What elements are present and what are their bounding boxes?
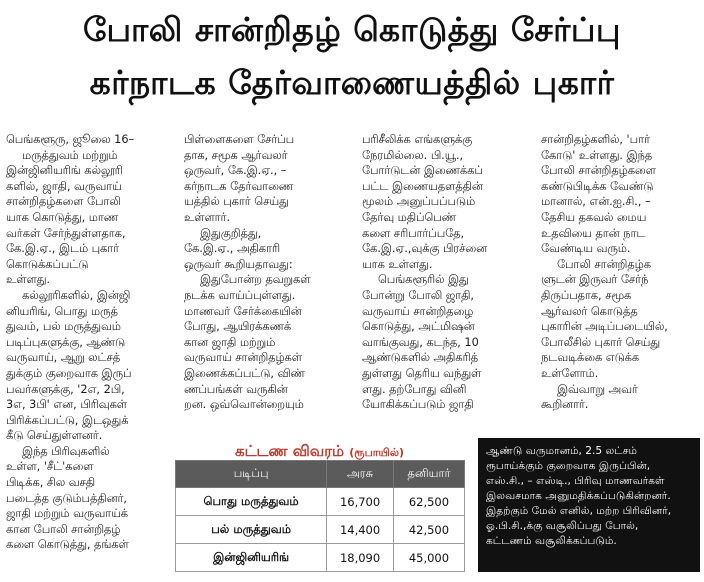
column-line: வருவாய், ஆறு லட்சத் (6, 351, 121, 365)
column-line: களை கொடுத்து, தங்கள் (6, 538, 129, 552)
govt-fee: 14,400 (327, 516, 394, 544)
column-line: கான போலி சான்றிதழ் (6, 522, 121, 536)
private-fee: 62,500 (393, 488, 464, 516)
column-line: பவர்களுக்கு, '2எ, 2பி, (6, 382, 125, 396)
column-line: தேசிய தகவல் மைய (541, 210, 647, 224)
column-line: போலி சான்றிதழ்களை (541, 164, 656, 178)
headline-line-2: கர்நாடக தேர்வாணையத்தில் புகார் (89, 63, 615, 102)
column-line: 3எ, 3பி' என, பிரிவுகள் (6, 398, 127, 412)
column-line: கோடு' உள்ளது. இந்த (541, 148, 653, 162)
column-line: உதவியை தான் நாட (541, 226, 646, 240)
column-line: பரிசீலிக்க எங்களுக்கு (362, 133, 473, 146)
column-line: வேண்டிய வரும். (541, 242, 631, 256)
column-line: பெங்களூரில் இது (378, 273, 469, 287)
private-fee: 42,500 (393, 516, 464, 544)
column-line: பிள்ளைகளை சேர்ப்ப (184, 133, 295, 146)
column-line: கல்லூரிகளில், இன்ஜி (22, 288, 131, 302)
column-line: ளது. தற்போது வினி (362, 382, 467, 396)
column-line: நடக்க வாய்ப்புள்ளது. (184, 288, 296, 302)
private-fee: 45,000 (393, 544, 464, 572)
column-line: ணப்பங்கள் வருகின் (184, 382, 288, 396)
header-course: படிப்பு (176, 461, 327, 488)
column-line: படைத்த குடும்பத்தினர், (6, 491, 128, 505)
column-line: இதுபோன்ற தவறுகள் (200, 273, 311, 287)
course-name: பல் மருத்துவம் (176, 516, 327, 544)
column-line: யாக உள்ளது. (362, 257, 433, 271)
headline-line-1: போலி சான்றிதழ் கொடுத்து சேர்ப்பு (83, 10, 621, 49)
column-line: தேர்வு மதிப்பெண் (362, 210, 457, 224)
column-line: போர்டுடன் இணைக்கப் (362, 164, 483, 178)
column-line: கொடுத்து, அட்மிஷன் (362, 320, 475, 334)
column-line: கான ஜாதி மற்றும் (184, 335, 276, 349)
column-line: யோகிக்கப்படும் ஜாதி (362, 398, 474, 412)
article-column-4 (541, 132, 699, 413)
column-line: வருவாய் சான்றிதழ்கள் (184, 351, 302, 365)
column-line: கே.இ.ஏ., இடம் புகார் (6, 242, 120, 256)
column-line: கூறினார். (541, 398, 589, 412)
column-line: உள்ளோம். (541, 366, 599, 380)
info-line: ரூபாய்க்கும் குறைவாக இருப்பின், (486, 460, 651, 472)
column-line: பெங்களூரு, ஜூலை 16– (6, 133, 135, 146)
column-line: வருவாய் சான்றிதழை (362, 304, 474, 318)
column-line: இன்ஜினியரிங் கல்லூரி (6, 164, 123, 178)
column-line: துவம், பல் மருத்துவம் (6, 320, 121, 334)
article-column-1 (6, 132, 176, 553)
column-line: களில், ஜாதி, வருவாய் (6, 179, 122, 193)
fee-table-unit: (ரூபாயில்) (349, 446, 404, 459)
column-line: இதுகுறித்து, (200, 226, 262, 240)
info-line: ஆண்டு வருமானம், 2.5 லட்சம் (486, 445, 638, 457)
column-line: ஆண்டுகளில் அதிகரித் (362, 351, 478, 365)
column-line: இணைக்கப்பட்டு, விண் (184, 366, 305, 380)
column-line: துள்ளது தெரிய வந்துள் (362, 366, 482, 380)
table-row (176, 516, 465, 544)
column-line: பிரிக்கப்பட்டு, இடஒதுக் (6, 413, 129, 427)
column-line: கண்டுபிடிக்க வேண்டு (541, 179, 654, 193)
info-line: எஸ்.சி., – எஸ்டி., பிரிவு மாணவர்கள் (486, 475, 665, 487)
info-line: இலவசமாக அனுமதிக்கப்படுகின்றனர். (486, 490, 671, 502)
column-line: இவ்வாறு அவர் (557, 382, 638, 396)
column-line: உள்ளார். (184, 210, 231, 224)
column-line: மாணவர் சேர்க்கையின் (184, 304, 302, 318)
column-line: யாக கொடுத்து, மாண (6, 210, 119, 224)
info-box (478, 438, 700, 572)
column-line: கே.இ.ஏ., அதிகாரி (184, 242, 281, 256)
column-line: ஆர்வலர் கொடுத்த (541, 304, 638, 318)
column-line: போது, ஆயிரக்கணக் (184, 320, 292, 334)
column-line: போலீசில் புகார் செய்து (541, 335, 661, 349)
column-line: றன. ஒவ்வொன்றையும் (184, 398, 304, 412)
course-name: இன்ஜினியரிங் (176, 544, 327, 572)
column-line: பிடிக்க, சில வசதி (6, 476, 96, 490)
column-line: வர்கள் சேர்ந்துள்ளதாக, (6, 226, 126, 240)
column-line: பட்ட இணையதளத்தின் (362, 179, 483, 193)
article-column-2 (184, 132, 359, 413)
course-name: பொது மருத்துவம் (176, 488, 327, 516)
column-line: கே.இ.ஏ.,வுக்கு பிரச்னை (362, 242, 488, 256)
info-line: இதற்கும் மேல் எனில், மற்ற பிரிவினர், (486, 505, 672, 517)
table-row (176, 488, 465, 516)
header-govt: அரசு (327, 461, 394, 488)
info-line: கட்டணம் வசூலிக்கப்படும். (486, 535, 617, 547)
govt-fee: 18,090 (327, 544, 394, 572)
column-line: படிப்புகளுக்கு, ஆண்டு (6, 335, 126, 349)
column-line: களை சரிபார்ப்பதே, (362, 226, 465, 240)
column-line: நேரமில்லை. பி.யூ., (362, 148, 464, 162)
fee-table-title (235, 442, 404, 462)
column-line: கீடு செய்துள்ளனர். (6, 429, 103, 443)
column-line: ஒருவர் கூறியதாவது: (184, 257, 293, 271)
column-line: ளுடன் இருவர் சேர்ந் (541, 273, 649, 287)
column-line: மானால், என்.ஐ.சி., – (541, 195, 651, 209)
fee-table-header-row (176, 461, 465, 488)
column-line: மூலம் அனுப்பப்படும் (362, 195, 476, 209)
column-line: சான்றிதழ்களை போலி (6, 195, 121, 209)
column-line: தாக, சமூக ஆர்வலர் (184, 148, 288, 162)
column-line: யத்தில் புகார் செய்து (184, 195, 289, 209)
column-line: னியரிங், பொது மருத் (6, 304, 118, 318)
table-row (176, 544, 465, 572)
column-line: மருத்துவம் மற்றும் (22, 148, 118, 162)
column-line: புகாரின் அடிப்படையில், (541, 320, 668, 334)
column-line: உள்ளது. (6, 273, 51, 287)
column-line: கொடுக்கப்பட்டு (6, 257, 89, 271)
fee-table-title-text: கட்டண விவரம் (235, 442, 345, 460)
column-line: இந்த பிரிவுகளில் (22, 444, 110, 458)
column-line: திருப்பதாக, சமூக (541, 288, 632, 302)
govt-fee: 16,700 (327, 488, 394, 516)
column-line: போலி சான்றிதழ்க (557, 257, 651, 271)
column-line: சான்றிதழ்களில், 'பார் (541, 133, 650, 146)
header-private: தனியார் (393, 461, 464, 488)
article-column-3 (362, 132, 537, 413)
column-line: கர்நாடக தேர்வாணை (184, 179, 294, 193)
fee-table (175, 460, 465, 572)
column-line: வாங்குவது, கடந்த, 10 (362, 335, 479, 349)
column-line: ஒருவர், கே.இ.ஏ., – (184, 164, 287, 178)
column-line: நடவடிக்கை எடுக்க (541, 351, 640, 365)
column-line: போன்று போலி ஜாதி, (362, 288, 474, 302)
column-line: உள்ள, 'சீட்'களை (6, 460, 94, 474)
column-line: துக்கும் குறைவாக இருப் (6, 366, 132, 380)
column-line: ஜாதி மற்றும் வருவாய்க் (6, 507, 128, 521)
info-line: ஓ.பி.சி.,க்கு வசூலிப்பது போல், (486, 520, 639, 532)
